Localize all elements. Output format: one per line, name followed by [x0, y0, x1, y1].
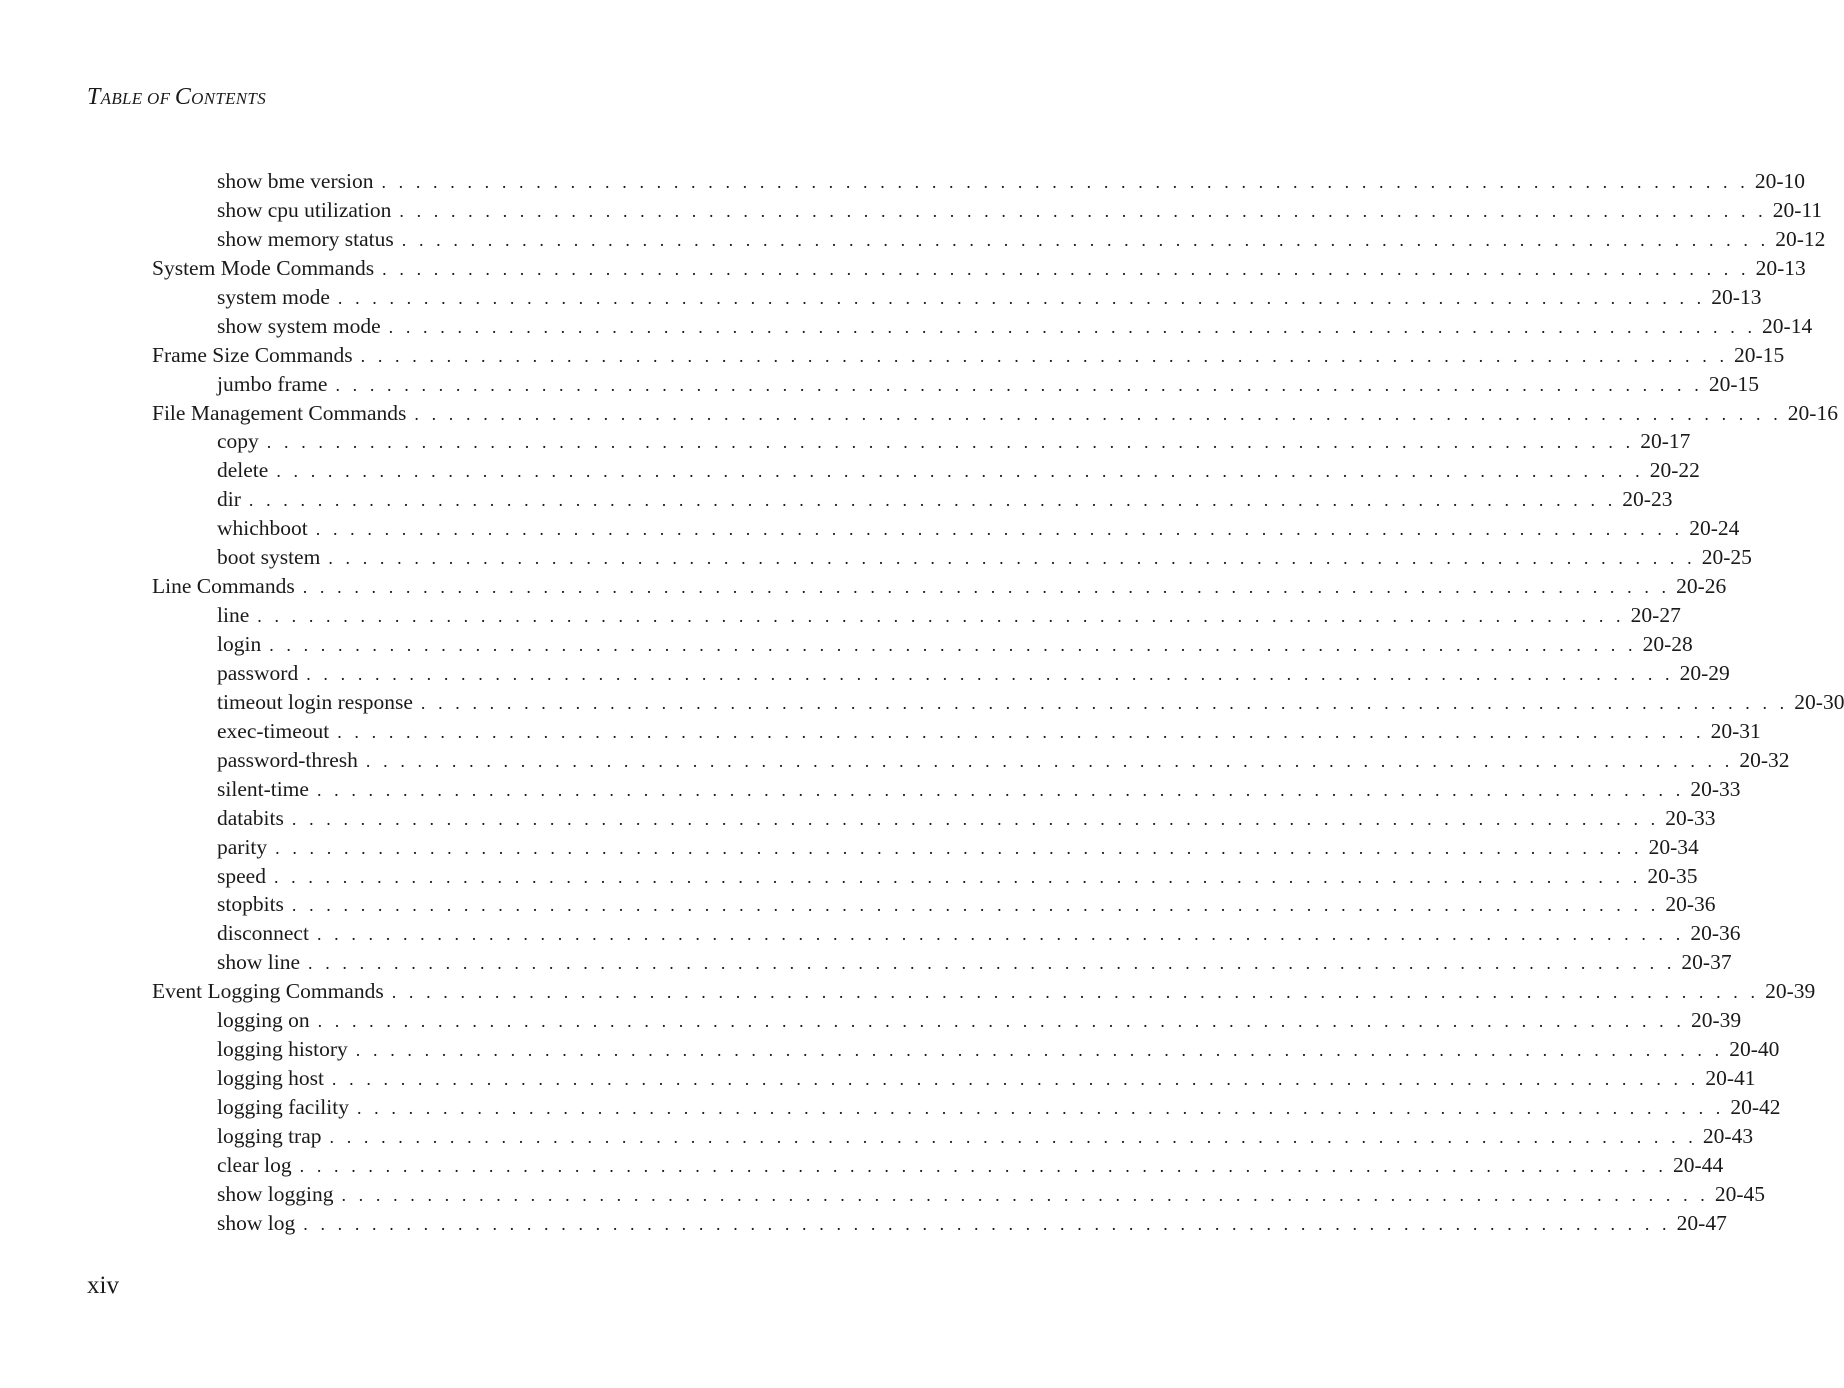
toc-entry-page: 20-14 — [1762, 313, 1813, 338]
toc-entry-page: 20-27 — [1630, 603, 1681, 628]
dot-leader: . . . . . . . . . . . . . . . . . . . . . . . . . . . . . . . . . . . . . . . . . . . . . . . . . . . . . . . . . . . . . . . . . . . . . . . . . . . . . . . . — [299, 1155, 1668, 1176]
toc-entry-title: show line — [217, 950, 301, 975]
toc-subentry[interactable] — [152, 775, 1741, 804]
dot-leader: . . . . . . . . . . . . . . . . . . . . . . . . . . . . . . . . . . . . . . . . . . . . . . . . . . . . . . . . . . . . . . . . . . . . . . . . . . . . . . . . — [269, 635, 1637, 655]
dot-leader: . . . . . . . . . . . . . . . . . . . . . . . . . . . . . . . . . . . . . . . . . . . . . . . . . . . . . . . . . . . . . . . . . . . . . . . . . . . . . . . . — [381, 172, 1749, 192]
toc-entry-page: 20-16 — [1787, 400, 1838, 425]
dot-leader: . . . . . . . . . . . . . . . . . . . . . . . . . . . . . . . . . . . . . . . . . . . . . . . . . . . . . . . . . . . . . . . . . . . . . . . . . . . . . . . . — [329, 1126, 1697, 1147]
dot-leader: . . . . . . . . . . . . . . . . . . . . . . . . . . . . . . . . . . . . . . . . . . . . . . . . . . . . . . . . . . . . . . . . . . . . . . . . . . . . . . . . — [388, 316, 1757, 337]
dot-leader: . . . . . . . . . . . . . . . . . . . . . . . . . . . . . . . . . . . . . . . . . . . . . . . . . . . . . . . . . . . . . . . . . . . . . . . . . . . . . . . . — [257, 606, 1625, 627]
toc-subentry[interactable] — [152, 833, 1699, 862]
header-smallcaps-2: ONTENTS — [191, 89, 266, 108]
toc-entry-page: 20-31 — [1710, 718, 1761, 743]
toc-entry-title: disconnect — [217, 921, 309, 946]
page-number: xiv — [87, 1272, 119, 1299]
toc-entry-title: show cpu utilization — [217, 197, 392, 222]
header-cap-t: T — [87, 84, 101, 110]
toc-entry-page: 20-22 — [1649, 458, 1700, 483]
toc-entry-title: whichboot — [217, 516, 308, 541]
header-cap-c: C — [174, 84, 192, 110]
toc-subentry[interactable] — [152, 890, 1716, 919]
dot-leader: . . . . . . . . . . . . . . . . . . . . . . . . . . . . . . . . . . . . . . . . . . . . . . . . . . . . . . . . . . . . . . . . . . . . . . . . . . . . . . . . — [420, 692, 1789, 713]
toc-subentry[interactable] — [152, 1151, 1724, 1180]
toc-subentry[interactable] — [152, 1209, 1727, 1238]
toc-entry-title: exec-timeout — [217, 718, 330, 743]
dot-leader: . . . . . . . . . . . . . . . . . . . . . . . . . . . . . . . . . . . . . . . . . . . . . . . . . . . . . . . . . . . . . . . . . . . . . . . . . . . . . . . . — [316, 779, 1685, 800]
toc-entry-page: 20-45 — [1714, 1181, 1766, 1206]
toc-entry-title: logging facility — [217, 1095, 349, 1119]
dot-leader: . . . . . . . . . . . . . . . . . . . . . . . . . . . . . . . . . . . . . . . . . . . . . . . . . . . . . . . . . . . . . . . . . . . . . . . . . . . . . . . . — [302, 577, 1671, 598]
dot-leader: . . . . . . . . . . . . . . . . . . . . . . . . . . . . . . . . . . . . . . . . . . . . . . . . . . . . . . . . . . . . . . . . . . . . . . . . . . . . . . . . — [401, 229, 1770, 250]
toc-subentry[interactable] — [152, 862, 1698, 891]
toc-subentry[interactable] — [152, 659, 1730, 688]
toc-entry-title: logging on — [217, 1008, 310, 1033]
toc-entry-page: 20-40 — [1729, 1037, 1780, 1062]
toc-entry-title: logging trap — [217, 1123, 322, 1148]
dot-leader: . . . . . . . . . . . . . . . . . . . . . . . . . . . . . . . . . . . . . . . . . . . . . . . . . . . . . . . . . . . . . . . . . . . . . . . . . . . . . . . . — [331, 1069, 1700, 1090]
toc-subentry[interactable] — [152, 1006, 1742, 1035]
toc-entry-title: silent-time — [217, 776, 309, 801]
dot-leader: . . . . . . . . . . . . . . . . . . . . . . . . . . . . . . . . . . . . . . . . . . . . . . . . . . . . . . . . . . . . . . . . . . . . . . . . . . . . . . . . — [291, 808, 1660, 829]
toc-entry-title: show bme version — [217, 169, 374, 193]
toc-entry-page: 20-42 — [1730, 1095, 1781, 1119]
toc-section-entry[interactable] — [152, 977, 1816, 1006]
dot-leader: . . . . . . . . . . . . . . . . . . . . . . . . . . . . . . . . . . . . . . . . . . . . . . . . . . . . . . . . . . . . . . . . . . . . . . . . . . . . . . . . — [365, 750, 1734, 771]
toc-entry-page: 20-44 — [1673, 1152, 1724, 1177]
toc-subentry[interactable] — [152, 427, 1691, 456]
toc-entry-title: password — [217, 660, 299, 685]
toc-entry-page: 20-39 — [1765, 979, 1816, 1004]
toc-entry-page: 20-17 — [1640, 429, 1691, 454]
toc-entry-page: 20-34 — [1648, 834, 1699, 859]
toc-entry-page: 20-36 — [1690, 921, 1741, 946]
toc-entry-page: 20-47 — [1676, 1210, 1727, 1235]
toc-section-entry[interactable] — [152, 254, 1806, 283]
toc-subentry[interactable] — [152, 601, 1681, 630]
toc-entry-page: 20-13 — [1755, 255, 1806, 280]
toc-section-entry[interactable] — [152, 341, 1785, 370]
toc-entry-title: System Mode Commands — [152, 255, 375, 280]
toc-subentry[interactable] — [152, 196, 1823, 225]
dot-leader: . . . . . . . . . . . . . . . . . . . . . . . . . . . . . . . . . . . . . . . . . . . . . . . . . . . . . . . . . . . . . . . . . . . . . . . . . . . . . . . . — [306, 663, 1674, 684]
toc-entry-page: 20-33 — [1690, 776, 1741, 801]
toc-entry-page: 20-11 — [1772, 197, 1823, 222]
toc-subentry[interactable] — [152, 804, 1716, 833]
toc-entry-page: 20-43 — [1702, 1123, 1754, 1148]
dot-leader: . . . . . . . . . . . . . . . . . . . . . . . . . . . . . . . . . . . . . . . . . . . . . . . . . . . . . . . . . . . . . . . . . . . . . . . . . . . . . . . . — [360, 345, 1729, 366]
dot-leader: . . . . . . . . . . . . . . . . . . . . . . . . . . . . . . . . . . . . . . . . . . . . . . . . . . . . . . . . . . . . . . . . . . . . . . . . . . . . . . . . — [248, 490, 1617, 511]
toc-entry-page: 20-15 — [1734, 342, 1785, 367]
toc-entry-title: line — [217, 603, 250, 628]
toc-entry-title: Frame Size Commands — [152, 342, 353, 367]
toc-subentry[interactable] — [152, 225, 1826, 254]
toc-subentry[interactable] — [152, 167, 1806, 196]
toc-subentry[interactable] — [152, 948, 1732, 977]
dot-leader: . . . . . . . . . . . . . . . . . . . . . . . . . . . . . . . . . . . . . . . . . . . . . . . . . . . . . . . . . . . . . . . . . . . . . . . . . . . . . . . . — [391, 982, 1760, 1003]
toc-entry-title: jumbo frame — [217, 371, 328, 396]
toc-entry-title: logging history — [217, 1037, 348, 1062]
toc-subentry[interactable] — [152, 919, 1741, 948]
toc-entry-title: boot system — [217, 545, 321, 570]
toc-entry-page: 20-12 — [1775, 226, 1826, 251]
toc-section-entry[interactable] — [152, 399, 1838, 428]
toc-subentry[interactable] — [152, 370, 1760, 399]
toc-entry-title: stopbits — [217, 892, 284, 917]
toc-entry-title: parity — [217, 834, 268, 859]
toc-section-entry[interactable] — [152, 572, 1727, 601]
toc-subentry[interactable] — [152, 688, 1844, 717]
toc-entry-title: system mode — [217, 284, 330, 309]
toc-entry-title: show system mode — [217, 313, 381, 338]
toc-entry-title: dir — [217, 487, 241, 512]
dot-leader: . . . . . . . . . . . . . . . . . . . . . . . . . . . . . . . . . . . . . . . . . . . . . . . . . . . . . . . . . . . . . . . . . . . . . . . . . . . . . . . . — [335, 374, 1703, 395]
toc-entry-page: 20-32 — [1739, 747, 1790, 772]
dot-leader: . . . . . . . . . . . . . . . . . . . . . . . . . . . . . . . . . . . . . . . . . . . . . . . . . . . . . . . . . . . . . . . . . . . . . . . . . . . . . . . . — [275, 837, 1643, 858]
toc-entry-title: speed — [217, 863, 266, 888]
toc-subentry[interactable] — [152, 1180, 1766, 1209]
toc-subentry[interactable] — [152, 1064, 1756, 1093]
dot-leader: . . . . . . . . . . . . . . . . . . . . . . . . . . . . . . . . . . . . . . . . . . . . . . . . . . . . . . . . . . . . . . . . . . . . . . . . . . . . . . . . — [337, 721, 1705, 742]
toc-entry-page: 20-30 — [1794, 689, 1844, 714]
toc-entry-page: 20-33 — [1665, 805, 1716, 830]
toc-entry-title: logging host — [217, 1066, 324, 1091]
toc-entry-page: 20-24 — [1689, 516, 1740, 541]
dot-leader: . . . . . . . . . . . . . . . . . . . . . . . . . . . . . . . . . . . . . . . . . . . . . . . . . . . . . . . . . . . . . . . . . . . . . . . . . . . . . . . . — [328, 548, 1696, 569]
toc-subentry[interactable] — [152, 312, 1813, 341]
header-smallcaps-1: ABLE OF — [100, 89, 175, 108]
toc-subentry[interactable] — [152, 283, 1762, 312]
toc-entry-title: File Management Commands — [152, 400, 407, 425]
dot-leader: . . . . . . . . . . . . . . . . . . . . . . . . . . . . . . . . . . . . . . . . . . . . . . . . . . . . . . . . . . . . . . . . . . . . . . . . . . . . . . . . — [266, 432, 1635, 453]
toc-entry-title: databits — [217, 805, 284, 830]
toc-entry-page: 20-29 — [1679, 660, 1730, 685]
toc-entry-title: show memory status — [217, 226, 394, 251]
toc-subentry[interactable] — [152, 514, 1740, 543]
toc-subentry[interactable] — [152, 485, 1673, 514]
toc-entry-page: 20-39 — [1690, 1008, 1742, 1033]
toc-entry-title: clear log — [217, 1152, 292, 1177]
dot-leader: . . . . . . . . . . . . . . . . . . . . . . . . . . . . . . . . . . . . . . . . . . . . . . . . . . . . . . . . . . . . . . . . . . . . . . . . . . . . . . . . — [341, 1184, 1709, 1205]
dot-leader: . . . . . . . . . . . . . . . . . . . . . . . . . . . . . . . . . . . . . . . . . . . . . . . . . . . . . . . . . . . . . . . . . . . . . . . . . . . . . . . . — [399, 200, 1767, 221]
toc-entry-title: delete — [217, 458, 269, 483]
toc-entry-page: 20-25 — [1701, 545, 1752, 570]
toc-subentry[interactable] — [152, 1093, 1781, 1122]
toc-entry-page: 20-26 — [1676, 574, 1727, 599]
toc-entry-title: password-thresh — [217, 747, 358, 772]
dot-leader: . . . . . . . . . . . . . . . . . . . . . . . . . . . . . . . . . . . . . . . . . . . . . . . . . . . . . . . . . . . . . . . . . . . . . . . . . . . . . . . . — [382, 258, 1750, 279]
dot-leader: . . . . . . . . . . . . . . . . . . . . . . . . . . . . . . . . . . . . . . . . . . . . . . . . . . . . . . . . . . . . . . . . . . . . . . . . . . . . . . . . — [414, 403, 1782, 424]
toc-subentry[interactable] — [152, 1122, 1754, 1151]
dot-leader: . . . . . . . . . . . . . . . . . . . . . . . . . . . . . . . . . . . . . . . . . . . . . . . . . . . . . . . . . . . . . . . . . . . . . . . . . . . . . . . . — [291, 895, 1660, 916]
dot-leader: . . . . . . . . . . . . . . . . . . . . . . . . . . . . . . . . . . . . . . . . . . . . . . . . . . . . . . . . . . . . . . . . . . . . . . . . . . . . . . . . — [316, 924, 1685, 945]
dot-leader: . . . . . . . . . . . . . . . . . . . . . . . . . . . . . . . . . . . . . . . . . . . . . . . . . . . . . . . . . . . . . . . . . . . . . . . . . . . . . . . . — [317, 1011, 1685, 1032]
dot-leader: . . . . . . . . . . . . . . . . . . . . . . . . . . . . . . . . . . . . . . . . . . . . . . . . . . . . . . . . . . . . . . . . . . . . . . . . . . . . . . . . — [273, 866, 1642, 887]
dot-leader: . . . . . . . . . . . . . . . . . . . . . . . . . . . . . . . . . . . . . . . . . . . . . . . . . . . . . . . . . . . . . . . . . . . . . . . . . . . . . . . . — [356, 1098, 1725, 1118]
toc-entry-page: 20-15 — [1708, 371, 1760, 396]
toc-subentry[interactable] — [152, 456, 1700, 485]
toc-entry-title: Line Commands — [152, 574, 295, 599]
toc-entry-title: Event Logging Commands — [152, 979, 384, 1004]
toc-subentry[interactable] — [152, 1035, 1780, 1064]
toc-entry-title: show log — [217, 1210, 296, 1235]
toc-entry-page: 20-41 — [1705, 1066, 1756, 1091]
dot-leader: . . . . . . . . . . . . . . . . . . . . . . . . . . . . . . . . . . . . . . . . . . . . . . . . . . . . . . . . . . . . . . . . . . . . . . . . . . . . . . . . — [355, 1040, 1724, 1061]
toc-entry-page: 20-36 — [1665, 892, 1716, 917]
toc-subentry[interactable] — [152, 543, 1752, 572]
toc-entry-page: 20-10 — [1754, 169, 1806, 193]
toc-entry-title: login — [217, 632, 262, 656]
toc-subentry[interactable] — [152, 746, 1790, 775]
toc-entry-page: 20-35 — [1647, 863, 1698, 888]
toc-entry-title: timeout login response — [217, 689, 413, 714]
toc-subentry[interactable] — [152, 630, 1693, 659]
toc-entry-page: 20-37 — [1681, 950, 1732, 975]
toc-subentry[interactable] — [152, 717, 1761, 746]
dot-leader: . . . . . . . . . . . . . . . . . . . . . . . . . . . . . . . . . . . . . . . . . . . . . . . . . . . . . . . . . . . . . . . . . . . . . . . . . . . . . . . . — [303, 1213, 1671, 1234]
dot-leader: . . . . . . . . . . . . . . . . . . . . . . . . . . . . . . . . . . . . . . . . . . . . . . . . . . . . . . . . . . . . . . . . . . . . . . . . . . . . . . . . — [337, 287, 1706, 308]
toc-entry-title: copy — [217, 429, 259, 454]
running-header — [87, 84, 266, 111]
dot-leader: . . . . . . . . . . . . . . . . . . . . . . . . . . . . . . . . . . . . . . . . . . . . . . . . . . . . . . . . . . . . . . . . . . . . . . . . . . . . . . . . — [315, 519, 1684, 540]
toc-entry-page: 20-23 — [1622, 487, 1673, 512]
toc-entry-title: show logging — [217, 1181, 334, 1206]
toc-entry-page: 20-28 — [1642, 632, 1693, 656]
table-of-contents — [152, 167, 1844, 1238]
toc-entry-page: 20-13 — [1711, 284, 1762, 309]
dot-leader: . . . . . . . . . . . . . . . . . . . . . . . . . . . . . . . . . . . . . . . . . . . . . . . . . . . . . . . . . . . . . . . . . . . . . . . . . . . . . . . . — [276, 461, 1644, 482]
dot-leader: . . . . . . . . . . . . . . . . . . . . . . . . . . . . . . . . . . . . . . . . . . . . . . . . . . . . . . . . . . . . . . . . . . . . . . . . . . . . . . . . — [308, 953, 1676, 974]
